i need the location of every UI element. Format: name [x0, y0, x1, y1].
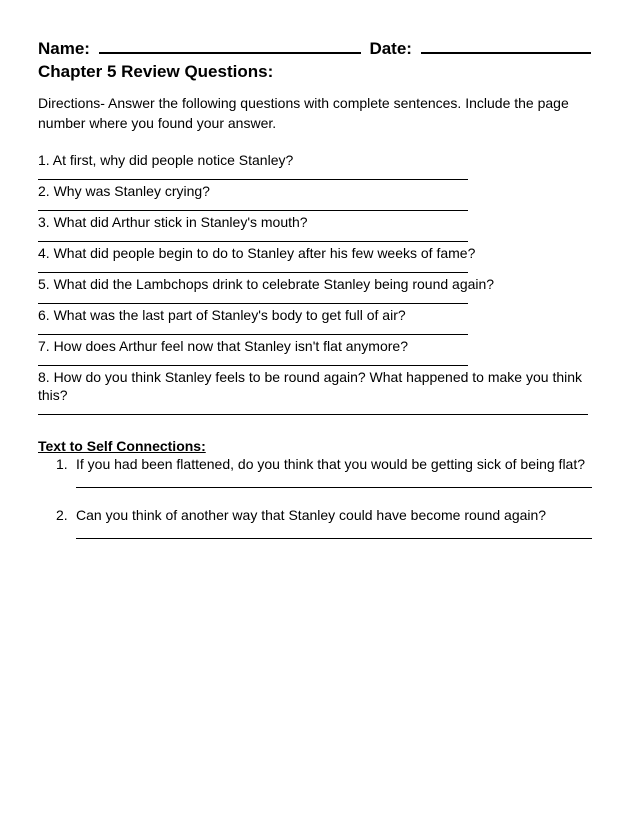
worksheet-page — [38, 38, 598, 539]
question-4: 4. What did people begin to do to Stanley after his few weeks of fame? — [38, 245, 476, 261]
answer-line-tsc-1[interactable] — [76, 475, 592, 488]
answer-line-5[interactable] — [38, 293, 468, 304]
list-item-number: 1. — [56, 456, 68, 472]
question-7: 7. How does Arthur feel now that Stanley isn't flat anymore? — [38, 338, 408, 354]
answer-line-8[interactable] — [38, 404, 588, 415]
answer-line-7[interactable] — [38, 355, 468, 366]
answer-line-4[interactable] — [38, 262, 468, 273]
answer-line-tsc-2[interactable] — [76, 526, 592, 539]
question-8: 8. How do you think Stanley feels to be round again? What happened to make you think this? — [38, 369, 583, 403]
name-label: Name: — [38, 39, 90, 58]
list-item-text: Can you think of another way that Stanley could have become round again? — [76, 507, 547, 523]
list-item-text: If you had been flattened, do you think that you would be getting sick of being flat? — [76, 456, 586, 472]
answer-line-6[interactable] — [38, 324, 468, 335]
question-list — [38, 151, 598, 415]
question-2: 2. Why was Stanley crying? — [38, 183, 210, 199]
name-date-line — [38, 38, 598, 59]
name-blank[interactable] — [99, 38, 361, 54]
question-5: 5. What did the Lambchops drink to celebrate Stanley being round again? — [38, 276, 495, 292]
list-item-number: 2. — [56, 507, 68, 523]
question-3: 3. What did Arthur stick in Stanley's mouth? — [38, 214, 308, 230]
page-title: Chapter 5 Review Questions: — [38, 62, 274, 81]
directions-text: Directions- Answer the following questions with complete sentences. Include the page number where you found your answer. — [38, 95, 569, 131]
question-6: 6. What was the last part of Stanley's body to get full of air? — [38, 307, 406, 323]
date-blank[interactable] — [421, 38, 591, 54]
list-item — [38, 506, 598, 539]
text-to-self-heading: Text to Self Connections: — [38, 438, 206, 454]
date-label: Date: — [369, 39, 412, 58]
answer-line-1[interactable] — [38, 169, 468, 180]
text-to-self-list — [38, 455, 598, 539]
answer-line-3[interactable] — [38, 231, 468, 242]
list-item — [38, 455, 598, 488]
answer-line-2[interactable] — [38, 200, 468, 211]
question-1: 1. At first, why did people notice Stanley? — [38, 152, 294, 168]
